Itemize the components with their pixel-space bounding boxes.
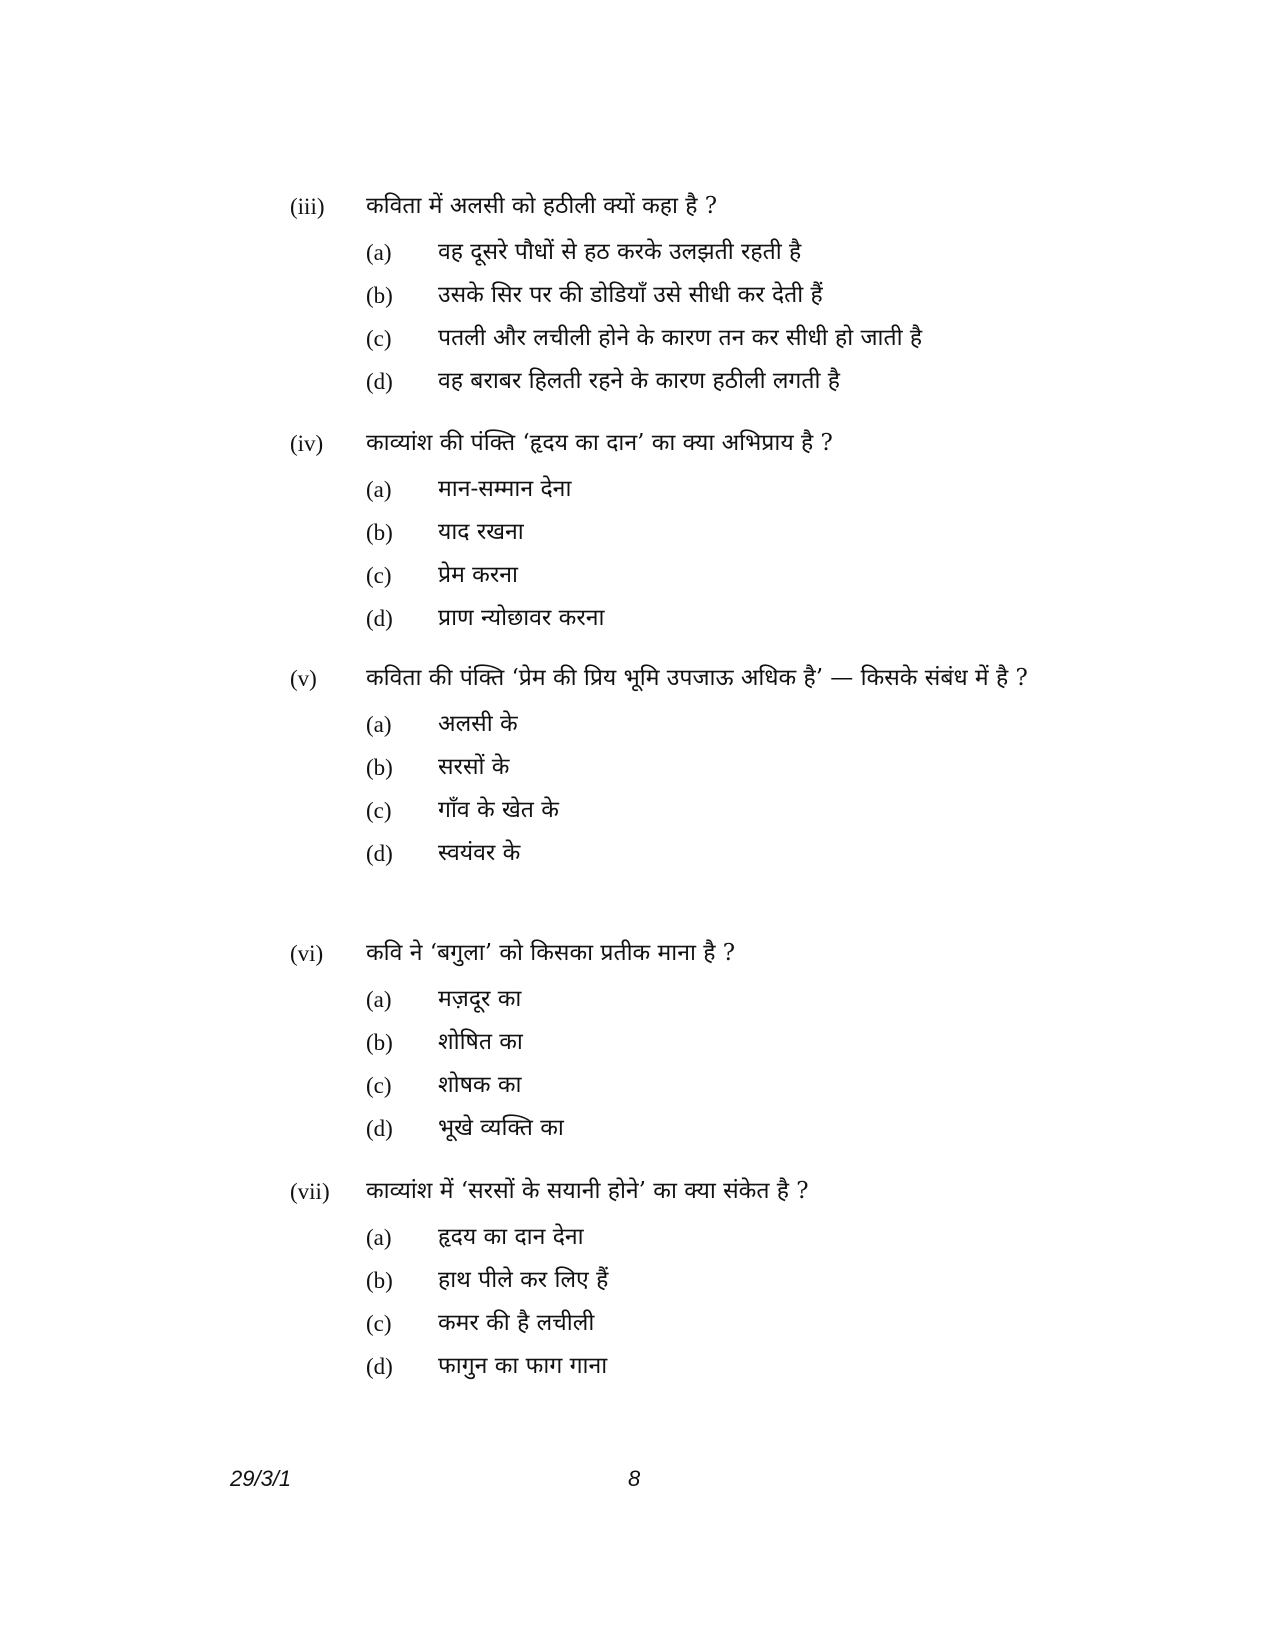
option-b: [366, 1259, 1090, 1302]
option-d: [366, 1345, 1090, 1388]
option-letter: (a): [366, 712, 392, 737]
options-list: [366, 703, 1090, 875]
option-c: [366, 317, 1090, 360]
options-list: [366, 468, 1090, 640]
option-b: [366, 511, 1090, 554]
option-d: [366, 832, 1090, 875]
question-number: (iv): [290, 431, 324, 456]
option-letter: (c): [366, 326, 392, 351]
option-a: [366, 978, 1090, 1021]
option-letter: (a): [366, 477, 392, 502]
question-number: (iii): [290, 194, 325, 219]
option-text: हृदय का दान देना: [438, 1224, 584, 1250]
option-letter: (a): [366, 987, 392, 1012]
option-letter: (b): [366, 283, 393, 308]
option-letter: (d): [366, 606, 393, 631]
question-text: कवि ने ‘बगुला’ को किसका प्रतीक माना है ?: [366, 940, 736, 966]
question-iv: [290, 425, 1090, 640]
option-text: कमर की है लचीली: [438, 1310, 595, 1336]
option-text: याद रखना: [438, 519, 524, 545]
option-text: प्रेम करना: [438, 562, 518, 588]
option-letter: (a): [366, 240, 392, 265]
option-a: [366, 231, 1090, 274]
option-b: [366, 1021, 1090, 1064]
option-letter: (d): [366, 841, 393, 866]
options-list: [366, 231, 1090, 403]
question-vii: [290, 1173, 1090, 1388]
option-letter: (c): [366, 798, 392, 823]
option-c: [366, 554, 1090, 597]
option-text: प्राण न्योछावर करना: [438, 605, 605, 631]
option-text: अलसी के: [438, 711, 518, 737]
question-number: (vi): [290, 941, 324, 966]
option-text: सरसों के: [438, 754, 510, 780]
option-text: वह बराबर हिलती रहने के कारण हठीली लगती है: [438, 368, 840, 394]
option-letter: (c): [366, 563, 392, 588]
option-text: हाथ पीले कर लिए हैं: [438, 1267, 609, 1293]
option-text: उसके सिर पर की डोडियाँ उसे सीधी कर देती हैं: [438, 282, 823, 308]
question-v: [290, 660, 1090, 875]
option-text: भूखे व्यक्ति का: [438, 1115, 564, 1141]
option-a: [366, 1216, 1090, 1259]
option-b: [366, 274, 1090, 317]
option-letter: (c): [366, 1073, 392, 1098]
option-text: मान-सम्मान देना: [438, 476, 572, 502]
page-number: 8: [628, 1466, 641, 1491]
option-a: [366, 468, 1090, 511]
option-c: [366, 1302, 1090, 1345]
options-list: [366, 978, 1090, 1150]
option-letter: (c): [366, 1311, 392, 1336]
option-d: [366, 597, 1090, 640]
question-text: काव्यांश में ‘सरसों के सयानी होने’ का क्या संकेत है ?: [366, 1178, 809, 1204]
option-text: फागुन का फाग गाना: [438, 1353, 608, 1379]
option-letter: (d): [366, 369, 393, 394]
option-letter: (a): [366, 1225, 392, 1250]
option-c: [366, 789, 1090, 832]
option-a: [366, 703, 1090, 746]
paper-code: 29/3/1: [230, 1466, 292, 1491]
option-letter: (d): [366, 1116, 393, 1141]
question-vi: [290, 935, 1090, 1150]
option-d: [366, 1107, 1090, 1150]
option-text: मज़दूर का: [438, 986, 522, 1012]
option-letter: (b): [366, 755, 393, 780]
option-text: शोषित का: [438, 1029, 523, 1055]
option-text: शोषक का: [438, 1072, 522, 1098]
option-text: स्वयंवर के: [438, 840, 521, 866]
question-text: कविता की पंक्ति ‘प्रेम की प्रिय भूमि उपजाऊ अधिक है’ — किसके संबंध में है ?: [366, 665, 1028, 691]
option-letter: (b): [366, 1268, 393, 1293]
option-text: गाँव के खेत के: [438, 797, 559, 823]
option-letter: (b): [366, 1030, 393, 1055]
question-number: (v): [290, 666, 317, 691]
option-b: [366, 746, 1090, 789]
question-text: कविता में अलसी को हठीली क्यों कहा है ?: [366, 193, 718, 219]
option-letter: (d): [366, 1354, 393, 1379]
option-d: [366, 360, 1090, 403]
option-letter: (b): [366, 520, 393, 545]
option-text: वह दूसरे पौधों से हठ करके उलझती रहती है: [438, 239, 802, 265]
question-number: (vii): [290, 1179, 330, 1204]
question-iii: [290, 188, 1090, 403]
option-text: पतली और लचीली होने के कारण तन कर सीधी हो जाती है: [438, 325, 923, 351]
question-text: काव्यांश की पंक्ति ‘हृदय का दान’ का क्या अभिप्राय है ?: [366, 430, 833, 456]
option-c: [366, 1064, 1090, 1107]
options-list: [366, 1216, 1090, 1388]
